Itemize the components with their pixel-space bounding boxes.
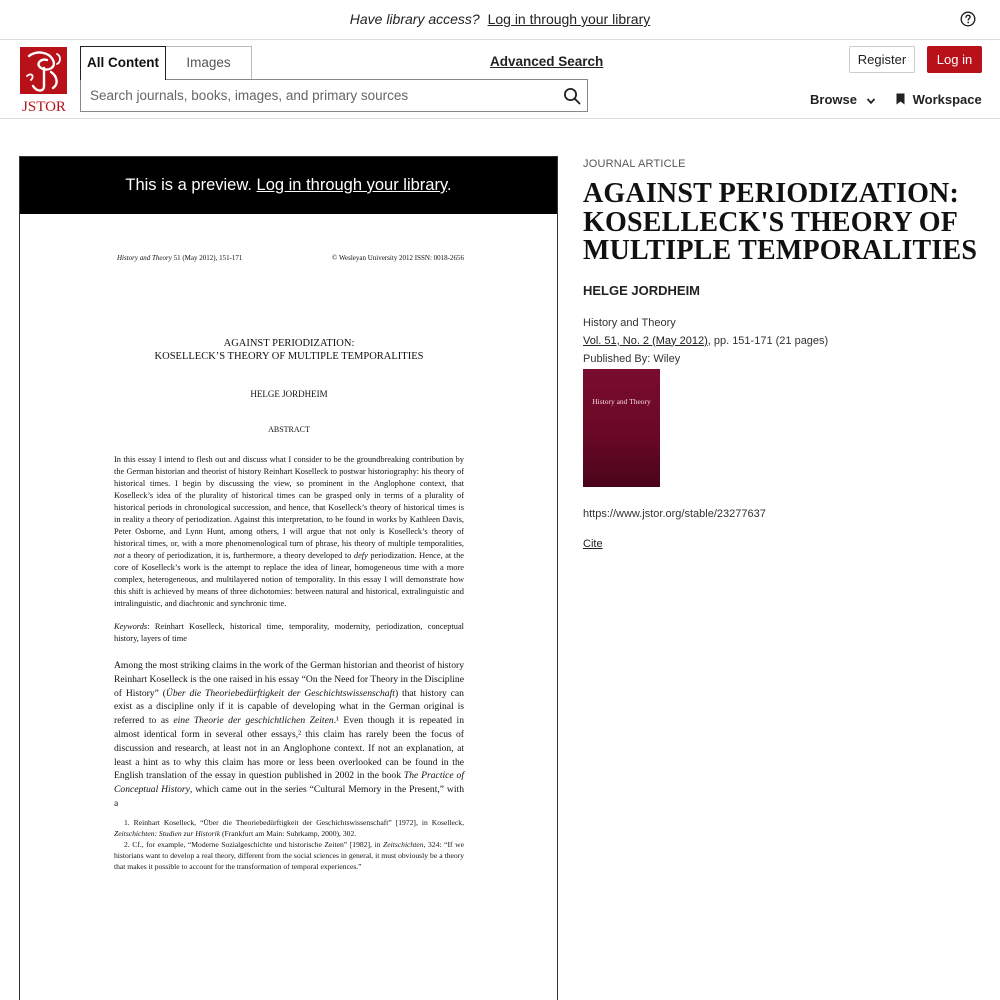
workspace-label: Workspace xyxy=(912,92,982,107)
journal-cover-image[interactable] xyxy=(583,369,660,487)
access-question: Have library access? xyxy=(349,11,480,27)
keywords xyxy=(114,621,464,645)
abstract-part: In this essay I intend to flesh out and discuss what I consider to be the groundbreaking contribution by the German historian and theorist of history Reinhart Koselleck to postwar historiography: his theory of historical times. I begin by discussing the view, so prominent in the Anglophone context, that Koselleck’s idea of the plurality of historical times can be grasped only in terms of a plurality of historical periods in chronological succession, and hence, that Koselleck’s theory of historical times is in reality a theory of periodization. Against this interpretation, to be found in works by Kathleen Davis, Peter Osborne, and Lynn Hunt, among others, I will argue that not only is Koselleck’s theory of historical times, or, with a more phenomenological turn of phrase, his theory of multiple temporalities, xyxy=(114,455,464,548)
preview-banner xyxy=(20,157,557,214)
preview-banner-period: . xyxy=(447,176,452,194)
document-author: HELGE JORDHEIM xyxy=(250,389,328,399)
footnote-2 xyxy=(114,839,464,872)
abstract-emphasis: defy xyxy=(353,551,368,560)
article-preview xyxy=(19,156,558,1000)
footnote-part: 1. Reinhart Koselleck, “Über die Theoriebedürftigkeit der Geschichtswissenschaft” [1972], in Koselleck, xyxy=(124,817,464,827)
search-box xyxy=(80,79,588,112)
abstract-heading: ABSTRACT xyxy=(268,425,310,434)
body-part: Among the most striking claims in the work of the German historian and theorist of history Reinhart Koselleck is the one raised in his essay “On the Need for Theory in the Discipline of History” ( xyxy=(114,660,464,699)
keywords-text: : Reinhart Koselleck, historical time, temporality, modernity, periodization, conceptual history, layers of time xyxy=(114,622,464,643)
tab-images[interactable]: Images xyxy=(165,46,252,80)
cite-button[interactable]: Cite xyxy=(583,537,603,550)
bookmark-icon xyxy=(896,93,905,105)
document-title-line2: KOSELLECK’S THEORY OF MULTIPLE TEMPORALITIES xyxy=(154,351,424,362)
journal-name: History and Theory xyxy=(583,316,676,329)
page-title: AGAINST PERIODIZATION: KOSELLECK'S THEORY OF MULTIPLE TEMPORALITIES xyxy=(583,178,978,266)
abstract-text xyxy=(114,454,464,610)
page-range: , pp. 151-171 (21 pages) xyxy=(707,334,829,347)
footnote-part: , 324: “If we historians want to develop a real theory, different from the social sciences in general, it must obviously be a theory that makes it possible to account for the transformation of temporal experiences.” xyxy=(114,839,464,871)
keywords-label: Keywords xyxy=(114,622,148,631)
body-text xyxy=(114,659,464,811)
access-message xyxy=(0,11,1000,27)
issue-info xyxy=(583,335,983,347)
body-emphasis: Über die Theoriebedürftigkeit der Geschichtswissenschaft xyxy=(165,687,395,699)
publisher: Published By: Wiley xyxy=(583,352,681,365)
browse-menu[interactable] xyxy=(810,92,876,107)
site-header xyxy=(0,40,1000,119)
library-login-link[interactable]: Log in through your library xyxy=(487,11,651,27)
abstract-part: periodization. Hence, at the core of Koselleck’s work is the attempt to replace the idea of linear, homogeneous time with a more complex, heterogeneous, and multilayered notion of temporality. In this essay I will demonstrate how this shift is achieved by means of three dichotomies: between natural and historical, extralinguistic and intralinguistic, and diachronic and synchronic time. xyxy=(114,551,464,608)
help-icon[interactable] xyxy=(960,11,976,27)
preview-banner-text: This is a preview. xyxy=(125,176,252,194)
body-part: , which came out in the series “Cultural Memory in the Present,” with a xyxy=(114,784,464,809)
advanced-search-link[interactable]: Advanced Search xyxy=(490,54,604,69)
abstract-part: a theory of periodization, it is, furthermore, a theory developed to xyxy=(127,551,352,560)
body-part: .¹ Even though it is repeated in almost identical form in several other essays,² this claim has rarely been the focus of discussion and research, at least not in an Anglophone context. If not an explanation, at least a hint as to why this claim has more or less been overlooked can be found in the English translation of the essay in question published in 2002 in the book xyxy=(114,715,464,782)
cover-title: History and Theory xyxy=(592,396,651,406)
chevron-down-icon xyxy=(866,96,876,106)
footnotes xyxy=(114,817,464,872)
page-header-issue: 51 (May 2012), 151-171 xyxy=(171,254,243,262)
register-button[interactable]: Register xyxy=(849,46,915,73)
footnote-part: 2. Cf., for example, “Moderne Sozialgeschichte und historische Zeiten” [1982], in xyxy=(124,839,381,849)
page-running-header xyxy=(114,254,464,266)
article-page-image xyxy=(114,254,464,872)
tab-all-content[interactable]: All Content xyxy=(80,46,166,80)
document-title xyxy=(114,337,464,363)
stable-url: https://www.jstor.org/stable/23277637 xyxy=(583,507,766,520)
login-button[interactable]: Log in xyxy=(927,46,982,73)
body-part: ) that history can exist as a discipline only if it is capable of developing what in the German original is referred to as xyxy=(114,687,464,727)
page-header-journal: History and Theory xyxy=(117,254,172,262)
footnote-emphasis: Zeitschichten xyxy=(383,839,424,849)
article-info xyxy=(583,158,983,550)
workspace-link[interactable] xyxy=(896,92,982,107)
item-type-label: JOURNAL ARTICLE xyxy=(583,158,686,170)
preview-login-link[interactable]: Log in through your library xyxy=(256,176,447,194)
abstract-emphasis: not xyxy=(114,551,125,560)
issue-link[interactable]: Vol. 51, No. 2 (May 2012) xyxy=(583,334,708,347)
page-header-citation xyxy=(117,254,242,262)
library-access-bar xyxy=(0,0,1000,40)
body-emphasis: eine Theorie der geschichtlichen Zeiten xyxy=(173,715,334,727)
footnote-emphasis: Zeitschichten: Studien zur Historik xyxy=(114,828,221,838)
article-author: HELGE JORDHEIM xyxy=(583,282,701,298)
search-input[interactable] xyxy=(81,80,551,111)
logo-wordmark: JSTOR xyxy=(22,99,66,114)
search-icon[interactable] xyxy=(563,87,581,105)
jstor-logo[interactable] xyxy=(19,46,69,114)
body-emphasis: The Practice of Conceptual History xyxy=(114,770,464,796)
browse-label: Browse xyxy=(810,92,857,107)
document-title-line1: AGAINST PERIODIZATION: xyxy=(223,338,355,349)
footnote-part: (Frankfurt am Main: Suhrkamp, 2000), 302. xyxy=(222,828,357,838)
footnote-1 xyxy=(114,817,464,839)
page-header-copyright: © Wesleyan University 2012 ISSN: 0018-2656 xyxy=(332,254,464,262)
